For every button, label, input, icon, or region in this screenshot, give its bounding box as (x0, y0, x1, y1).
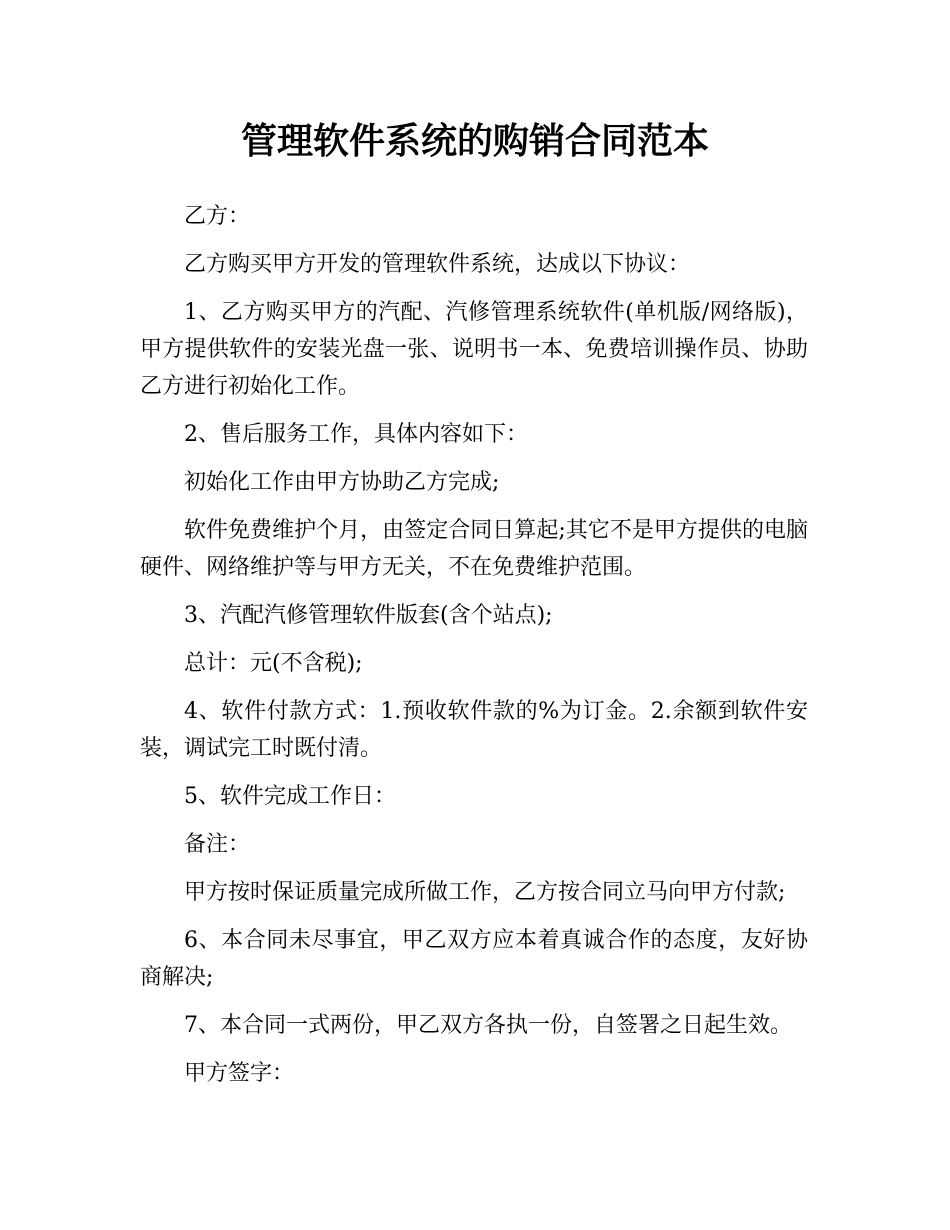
paragraph-remarks: 备注： (184, 832, 251, 857)
paragraph-payment-terms: 甲方按时保证质量完成所做工作，乙方按合同立马向甲方付款; (184, 880, 786, 905)
document-title: 管理软件系统的购销合同范本 (240, 121, 709, 162)
paragraph-agreement-intro: 乙方购买甲方开发的管理软件系统，达成以下协议： (184, 252, 691, 277)
paragraph-initialization: 初始化工作由甲方协助乙方完成; (184, 470, 500, 495)
paragraph-clause-1: 1、乙方购买甲方的汽配、汽修管理系统软件(单机版/网络版)，甲方提供软件的安装光盘一张、说明书一本、免费培训操作员、协助乙方进行初始化工作。 (140, 300, 808, 399)
paragraph-clause-6: 6、本合同未尽事宜，甲乙双方应本着真诚合作的态度，友好协商解决; (140, 928, 808, 990)
paragraph-clause-3: 3、汽配汽修管理软件版套(含个站点); (184, 603, 553, 628)
paragraph-maintenance: 软件免费维护个月，由签定合同日算起;其它不是甲方提供的电脑硬件、网络维护等与甲方无关，不在免费维护范围。 (140, 518, 808, 580)
paragraph-clause-4: 4、软件付款方式：1.预收软件款的%为订金。2.余额到软件安装，调试完工时既付清。 (140, 699, 808, 761)
paragraph-party-a-signature: 甲方签字： (184, 1061, 295, 1086)
paragraph-clause-7: 7、本合同一式两份，甲乙双方各执一份，自签署之日起生效。 (184, 1013, 792, 1038)
paragraph-total: 总计：元(不含税); (184, 651, 363, 676)
paragraph-clause-2: 2、售后服务工作，具体内容如下： (184, 422, 528, 447)
paragraph-clause-5: 5、软件完成工作日： (184, 784, 396, 809)
document-body (140, 198, 808, 1103)
paragraph-party-b: 乙方： (184, 204, 251, 229)
